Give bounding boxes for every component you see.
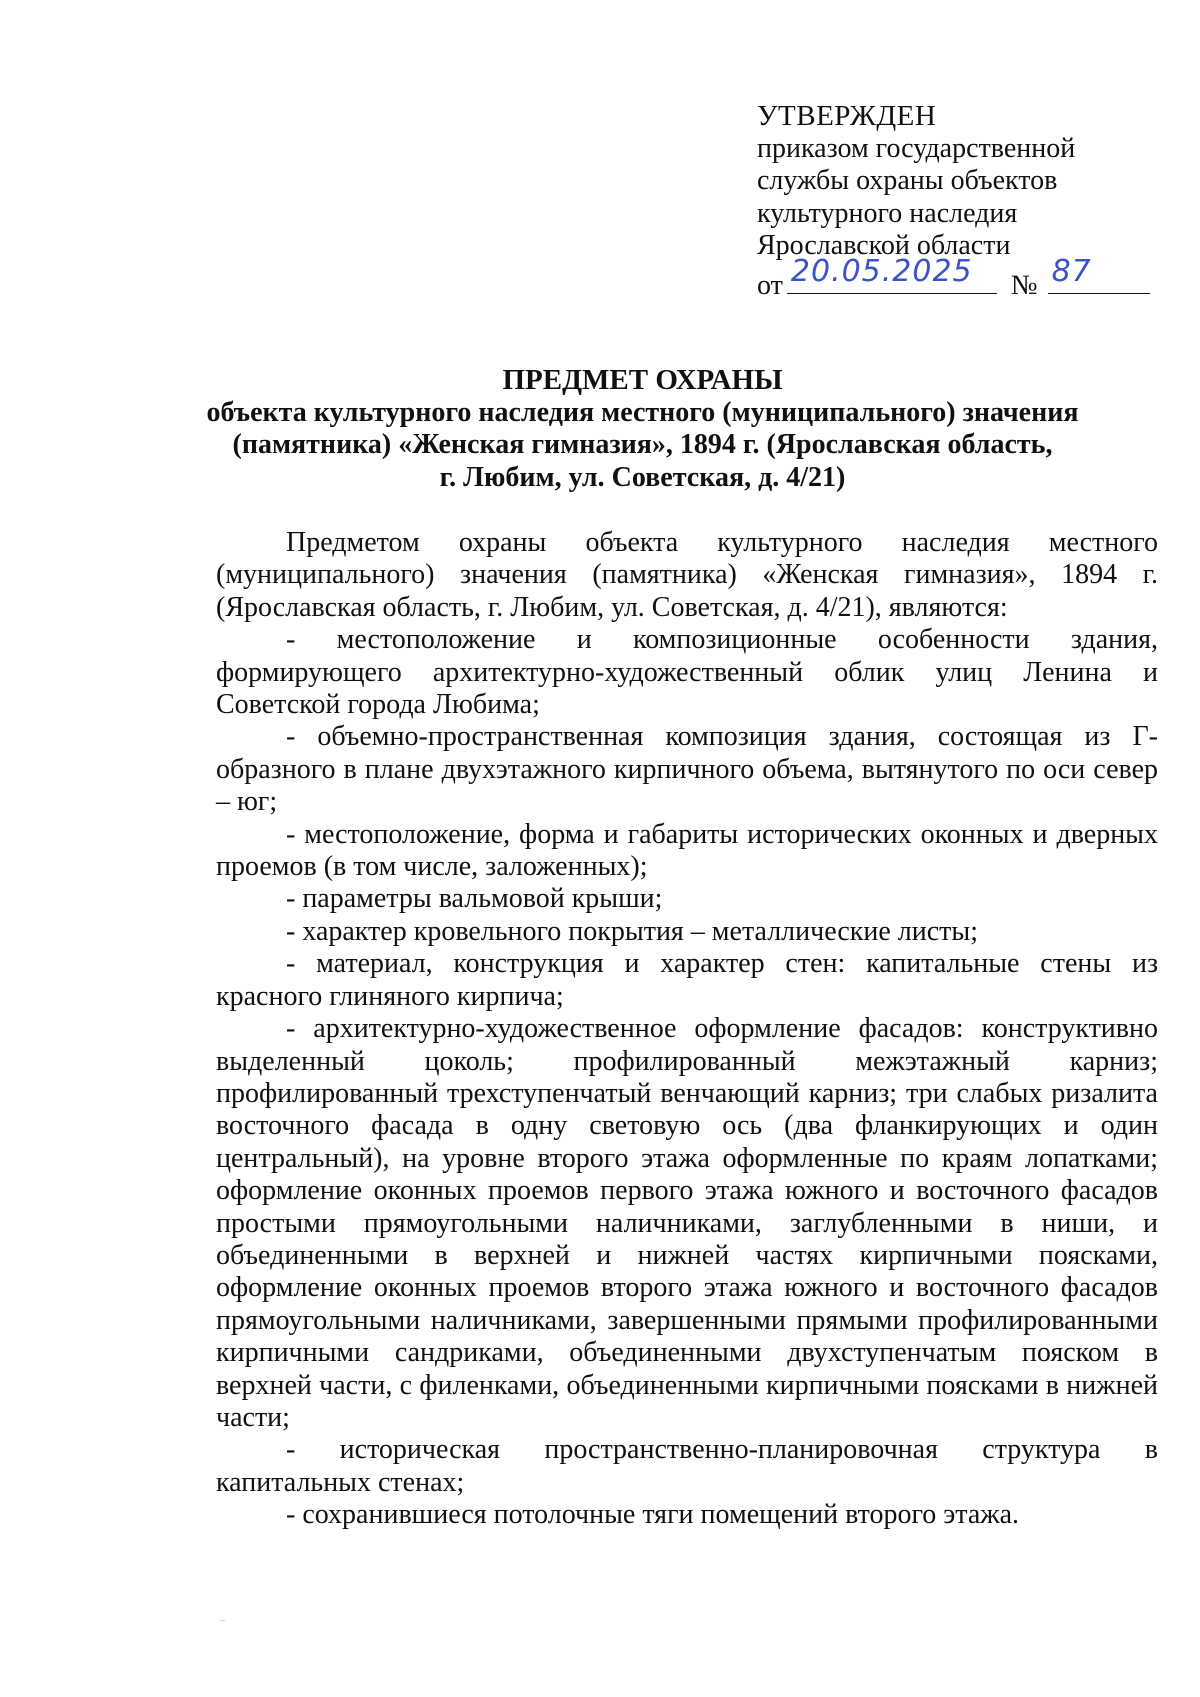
handwritten-date: 20.05.2025 xyxy=(790,254,973,289)
approval-line: приказом государственной xyxy=(757,132,1076,164)
approval-block xyxy=(757,100,1157,299)
document-subtitle-line: объекта культурного наследия местного (муниципального) значения xyxy=(206,396,1079,428)
document-title: ПРЕДМЕТ ОХРАНЫ xyxy=(502,364,783,396)
intro-paragraph: Предметом охраны объекта культурного наследия местного (муниципального) значения (памятника) «Женская гимназия», 1894 г. (Ярославская область, г. Любим, ул. Советская, д. 4/21), являются: xyxy=(216,527,1158,623)
handwritten-number: 87 xyxy=(1051,254,1092,289)
list-item: - историческая пространственно-планировочная структура в капитальных стенах; xyxy=(216,1434,1158,1498)
number-label: № xyxy=(1010,269,1038,301)
approval-line: культурного наследия xyxy=(757,197,1018,229)
date-prefix: от xyxy=(757,269,783,301)
number-blank xyxy=(1048,254,1150,294)
order-date-row xyxy=(757,254,1157,301)
approval-line: Ярославской области xyxy=(757,230,1011,261)
document-subtitle-line: г. Любим, ул. Советская, д. 4/21) xyxy=(439,461,846,493)
document-heading xyxy=(200,364,1085,494)
approval-title: УТВЕРЖДЕН xyxy=(757,100,937,132)
list-item: - характер кровельного покрытия – металлические листы; xyxy=(286,915,979,947)
scan-mark xyxy=(220,1620,226,1621)
document-subtitle-line: (памятника) «Женская гимназия», 1894 г. (Ярославская область, xyxy=(232,429,1053,460)
list-item: - объемно-пространственная композиция здания, состоящая из Г-образного в плане двухэтажного кирпичного объема, вытянутого по оси север – юг; xyxy=(216,721,1158,818)
list-item: - параметры вальмовой крыши; xyxy=(286,883,663,915)
list-item: - сохранившиеся потолочные тяги помещений второго этажа. xyxy=(286,1499,1020,1531)
date-blank xyxy=(787,254,997,294)
approval-line: службы охраны объектов xyxy=(757,165,1058,196)
list-item: - местоположение, форма и габариты исторических оконных и дверных проемов (в том числе, заложенных); xyxy=(216,818,1158,883)
list-item: - местоположение и композиционные особенности здания, формирующего архитектурно-художественный облик улиц Ленина и Советской города Любима; xyxy=(216,624,1158,721)
list-item: - архитектурно-художественное оформление фасадов: конструктивно выделенный цоколь; профилированный межэтажный карниз; профилированный трехступенчатый венчающий карниз; три слабых ризалита восточного фасада в одну световую ось (два фланкирующих и один центральный), на уровне второго этажа оформленные по краям лопатками; оформление оконных проемов первого этажа южного и восточного фасадов простыми прямоугольными наличниками, заглубленными в ниши, и объединенными в верхней и нижней частях кирпичными поясками, оформление оконных проемов второго этажа южного и восточного фасадов прямоугольными наличниками, завершенными прямыми профилированными кирпичными сандриками, объединенными двухступенчатым пояском в верхней части, с филенками, объединенными кирпичными поясками в нижней части; xyxy=(216,1013,1158,1433)
document-body xyxy=(216,527,1158,1532)
list-item: - материал, конструкция и характер стен: капитальные стены из красного глиняного кирпича; xyxy=(216,948,1158,1012)
